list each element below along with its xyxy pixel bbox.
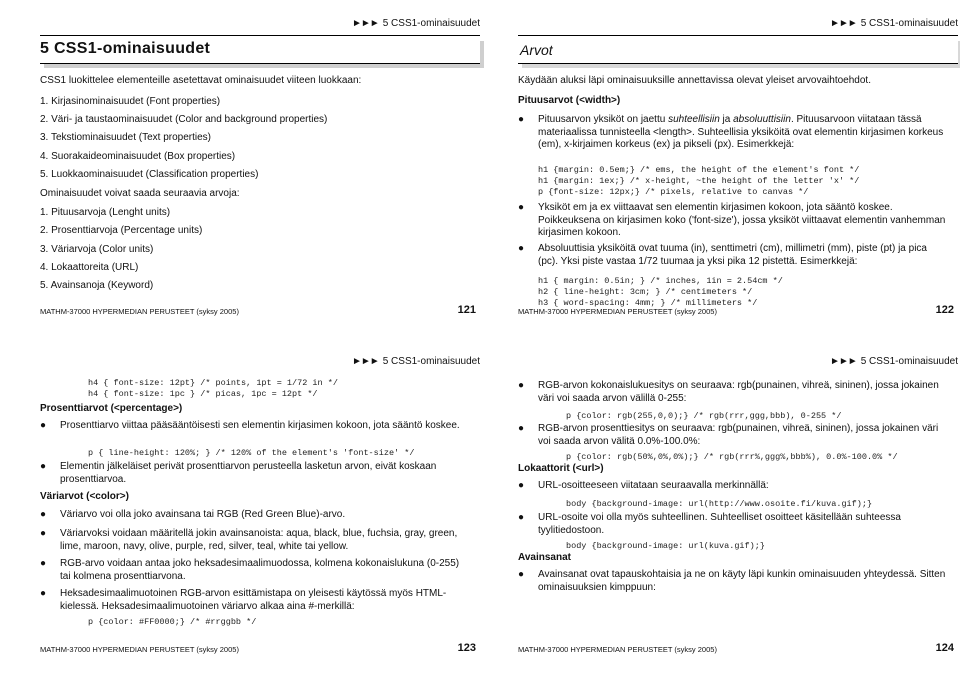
bullet-icon: ● <box>40 509 47 520</box>
bullet-text: RGB-arvon kokonaislukuesitys on seuraava: rgb(punainen, vihreä, sininen), jossa jokainen väri voi saada arvon välillä 0-255: <box>538 380 939 404</box>
arrows-icon: ►►► <box>352 356 379 367</box>
bullet-text: RGB-arvon prosenttiesitys on seuraava: rgb(punainen, vihreä, sininen), jossa jokainen väri voi saada arvon välitä 0.0%-100.0%: <box>538 423 939 447</box>
bullet-emphasis: suhteellisiin <box>668 114 720 125</box>
bullet-icon: ● <box>518 243 525 254</box>
section-heading: Väriarvot (<color>) <box>40 491 129 502</box>
bullet-text: Pituusarvon yksiköt on jaettu <box>538 114 669 125</box>
page-title: 5 CSS1-ominaisuudet <box>40 40 211 57</box>
slide-page-124 <box>518 356 958 666</box>
code-line: h4 { font-size: 1pc } /* picas, 1pc = 12pt */ <box>88 389 318 399</box>
code-line: body {background-image: url(kuva.gif);} <box>566 541 765 551</box>
title-band <box>40 35 480 64</box>
page-title: Arvot <box>520 42 553 58</box>
arrows-icon: ►►► <box>830 18 857 29</box>
bullet-text: Avainsanat ovat tapauskohtaisia ja ne on käyty läpi kunkin ominaisuuden yhteydessä. Sitten ominaisuuksien kimppuun: <box>538 569 946 593</box>
list-item: 1. Pituusarvoja (Lenght units) <box>40 207 171 218</box>
intro-text: CSS1 luokittelee elementeille asetettavat ominaisuudet viiteen luokkaan: <box>40 75 362 86</box>
bullet-text: Väriarvo voi olla joko avainsana tai RGB (Red Green Blue)-arvo. <box>60 509 346 520</box>
list-item: 5. Luokkaominaisuudet (Classification properties) <box>40 169 259 180</box>
slide-header <box>830 356 958 367</box>
page-footer <box>40 304 480 316</box>
bullet-icon: ● <box>518 202 525 213</box>
title-band <box>518 35 958 64</box>
code-line: p {color: rgb(50%,0%,0%);} /* rgb(rrr%,ggg%,bbb%), 0.0%-100.0% */ <box>566 452 898 462</box>
section-heading: Lokaattorit (<url>) <box>518 463 604 474</box>
slide-page-122 <box>518 18 958 328</box>
bullet-text: Elementin jälkeläiset perivät prosenttiarvon perusteella lasketun arvon, eivät koskaan prosenttiarvoa. <box>60 461 437 485</box>
section-heading: Avainsanat <box>518 552 571 563</box>
bullet-text: Heksadesimaalimuotoinen RGB-arvon esittämistapa on yleisesti käytössä myös HTML-kielessä. Heksadesimaalimuotoinen väriarvo alkaa aina #-merkillä: <box>60 588 447 612</box>
bullet-text: URL-osoite voi olla myös suhteellinen. Suhteelliset osoitteet käsitellään suhteessa tyylitiedostoon. <box>538 512 901 536</box>
code-line: p {color: rgb(255,0,0);} /* rgb(rrr,ggg,bbb), 0-255 */ <box>566 411 842 421</box>
section-heading: Prosenttiarvot (<percentage>) <box>40 403 183 414</box>
bullet-text: Yksiköt em ja ex viittaavat sen elementin kirjasimen kokoon, jota sääntö koskee. Poikkeuksena on kirjasimen koko ('font-size'), jossa yksiköt viittaavat elementin vanhemman kirjasimen kokoon. <box>538 202 946 238</box>
page-number: 123 <box>457 642 476 654</box>
bullet-icon: ● <box>40 558 47 569</box>
section-heading: Pituusarvot (<width>) <box>518 95 621 106</box>
section-label: 5 CSS1-ominaisuudet <box>860 18 958 29</box>
code-line: h3 { word-spacing: 4mm; } /* millimeters */ <box>538 298 758 308</box>
bullet-icon: ● <box>518 423 525 434</box>
bullet-text: . Pituusarvoon viitataan tässä materiaalissa tunnisteella <length>. Suhteellisia yksiköitä ovat elementin kirjasimen korkeus (em), x-kirjaimen korkeus (ex) ja pikseli (px). Esimerkkejä: <box>538 114 944 150</box>
page-footer <box>518 304 958 316</box>
page-footer <box>40 642 480 654</box>
course-label: MATHM-37000 HYPERMEDIAN PERUSTEET (syksy 2005) <box>40 645 239 654</box>
list-item: 4. Lokaattoreita (URL) <box>40 262 139 273</box>
slide-header <box>830 18 958 29</box>
bullet-text: ja <box>719 114 734 125</box>
list-item: 3. Väriarvoja (Color units) <box>40 244 154 255</box>
course-label: MATHM-37000 HYPERMEDIAN PERUSTEET (syksy 2005) <box>518 307 717 316</box>
code-line: p {color: #FF0000;} /* #rrggbb */ <box>88 617 257 627</box>
bullet-text: URL-osoitteeseen viitataan seuraavalla merkinnällä: <box>538 480 769 491</box>
code-line: h1 {margin: 0.5em;} /* ems, the height of the element's font */ <box>538 165 860 175</box>
intro-text: Käydään aluksi läpi ominaisuuksille annettavissa olevat yleiset arvovaihtoehdot. <box>518 75 871 86</box>
slide-header <box>352 18 480 29</box>
bullet-icon: ● <box>40 528 47 539</box>
list-item: 1. Kirjasinominaisuudet (Font properties) <box>40 96 221 107</box>
bullet-emphasis: absoluuttisiin <box>733 114 791 125</box>
course-label: MATHM-37000 HYPERMEDIAN PERUSTEET (syksy 2005) <box>40 307 239 316</box>
bullet-icon: ● <box>40 461 47 472</box>
page-number: 122 <box>935 304 954 316</box>
arrows-icon: ►►► <box>352 18 379 29</box>
code-line: h4 { font-size: 12pt} /* points, 1pt = 1/72 in */ <box>88 378 338 388</box>
slide-page-121 <box>40 18 480 328</box>
code-line: h2 { line-height: 3cm; } /* centimeters */ <box>538 287 753 297</box>
list-item: 5. Avainsanoja (Keyword) <box>40 280 154 291</box>
list-item: 3. Tekstiominaisuudet (Text properties) <box>40 132 212 143</box>
code-line: body {background-image: url(http://www.osoite.fi/kuva.gif);} <box>566 499 873 509</box>
bullet-icon: ● <box>40 588 47 599</box>
bullet-text: Absoluuttisia yksiköitä ovat tuuma (in), senttimetri (cm), millimetri (mm), piste (pt) ja pica (pc). Yksi piste vastaa 1/72 tuumaa ja yksi pika 12 pistettä. Esimerkkejä: <box>538 243 927 267</box>
page-number: 121 <box>457 304 476 316</box>
bullet-icon: ● <box>518 569 525 580</box>
bullet-text: Prosenttiarvo viittaa pääsääntöisesti sen elementin kirjasimen kokoon, jota sääntö koskee. <box>60 420 460 431</box>
list-item: 2. Väri- ja taustaominaisuudet (Color and background properties) <box>40 114 328 125</box>
bullet-icon: ● <box>40 420 47 431</box>
bullet-icon: ● <box>518 114 525 125</box>
bullet-icon: ● <box>518 380 525 391</box>
slide-page-123 <box>40 356 480 666</box>
bullet-icon: ● <box>518 480 525 491</box>
bullet-text: Väriarvoksi voidaan määritellä jokin avainsanoista: aqua, black, blue, fuchsia, gray, green, lime, maroon, navy, olive, purple, red, silver, teal, white tai yellow. <box>60 528 458 552</box>
bullet-icon: ● <box>518 512 525 523</box>
slide-header <box>352 356 480 367</box>
arrows-icon: ►►► <box>830 356 857 367</box>
page-footer <box>518 642 958 654</box>
code-line: h1 {margin: 1ex;} /* x-height, ~the height of the letter 'x' */ <box>538 176 860 186</box>
code-line: p { line-height: 120%; } /* 120% of the element's 'font-size' */ <box>88 448 415 458</box>
bullet-text: RGB-arvo voidaan antaa joko heksadesimaalimuodossa, kolmena kokonaislukuna (0-255) tai kolmena prosenttiarvona. <box>60 558 460 582</box>
list-item: 2. Prosenttiarvoja (Percentage units) <box>40 225 203 236</box>
code-line: p {font-size: 12px;} /* pixels, relative to canvas */ <box>538 187 809 197</box>
values-intro: Ominaisuudet voivat saada seuraavia arvoja: <box>40 188 240 199</box>
course-label: MATHM-37000 HYPERMEDIAN PERUSTEET (syksy 2005) <box>518 645 717 654</box>
section-label: 5 CSS1-ominaisuudet <box>382 356 480 367</box>
list-item: 4. Suorakaideominaisuudet (Box properties) <box>40 151 236 162</box>
code-line: h1 { margin: 0.5in; } /* inches, 1in = 2.54cm */ <box>538 276 783 286</box>
section-label: 5 CSS1-ominaisuudet <box>860 356 958 367</box>
section-label: 5 CSS1-ominaisuudet <box>382 18 480 29</box>
page-number: 124 <box>935 642 954 654</box>
